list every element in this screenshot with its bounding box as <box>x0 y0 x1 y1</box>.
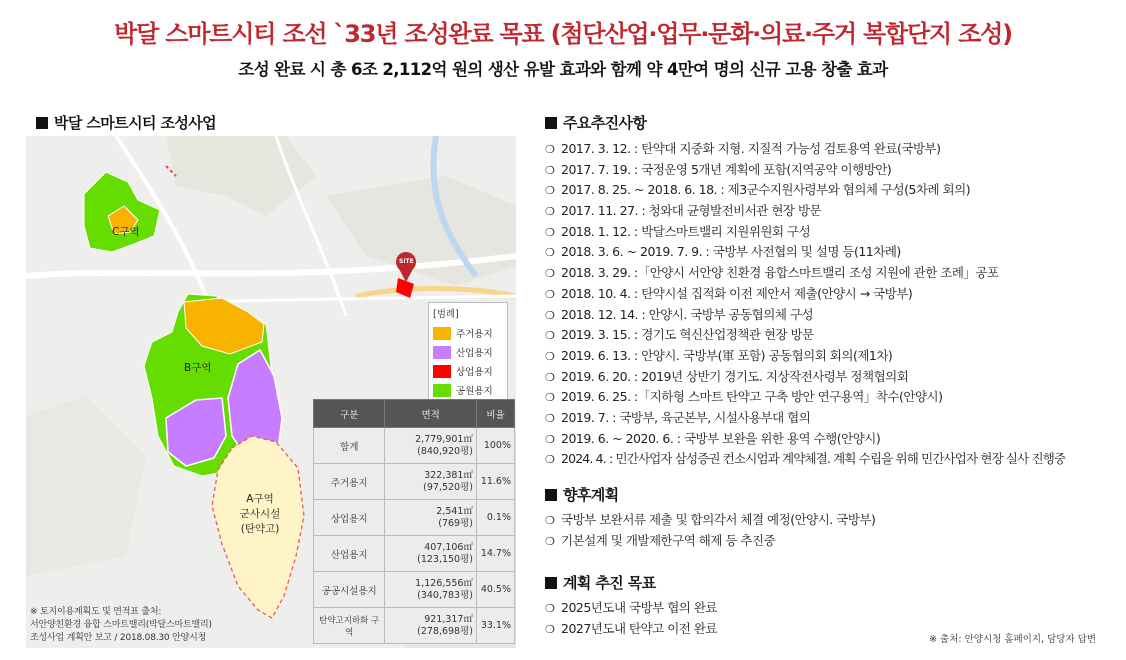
square-bullet-icon <box>36 117 48 129</box>
list-item: ❍ 2017. 7. 19. : 국정운영 5개년 계획에 포함(지역공약 이행방안) <box>545 160 1065 181</box>
circle-bullet-icon: ❍ <box>545 329 555 343</box>
list-item: ❍ 2024. 4. : 민간사업자 삼성증권 컨소시엄과 계약체결. 계획 수립을 위해 민간사업자 현장 실사 진행중 <box>545 449 1065 470</box>
list-item: ❍ 2019. 7. : 국방부, 육군본부, 시설사용부대 협의 <box>545 408 1065 429</box>
circle-bullet-icon: ❍ <box>545 143 555 156</box>
legend-swatch <box>433 346 451 359</box>
circle-bullet-icon: ❍ <box>545 453 555 467</box>
plans-list <box>545 510 875 551</box>
page-subtitle: 조성 완료 시 총 6조 2,112억 원의 생산 유발 효과와 함께 약 4만여 명의 신규 고용 창출 효과 <box>238 60 888 79</box>
row-pct: 100% <box>476 428 514 464</box>
circle-bullet-icon: ❍ <box>545 246 555 260</box>
list-item: ❍ 2019. 3. 15. : 경기도 혁신산업정책관 현장 방문 <box>545 325 1065 346</box>
row-name: 합계 <box>314 428 385 464</box>
area-table <box>313 399 515 644</box>
section-heading-progress: 주요추진사항 <box>545 112 646 133</box>
circle-bullet-icon: ❍ <box>545 432 555 446</box>
circle-bullet-icon: ❍ <box>545 287 555 301</box>
square-bullet-icon <box>545 117 557 129</box>
row-pct: 14.7% <box>476 536 514 572</box>
source-note: ※ 출처: 안양시청 홈페이지, 담당자 답변 <box>929 634 1096 645</box>
circle-bullet-icon: ❍ <box>545 308 555 322</box>
circle-bullet-icon: ❍ <box>545 622 555 636</box>
circle-bullet-icon: ❍ <box>545 370 555 384</box>
list-item: ❍ 2017. 8. 25. ~ 2018. 6. 18. : 제3군수지원사령부와 협의체 구성(5차례 회의) <box>545 180 1065 201</box>
section-heading-plans: 향후계획 <box>545 484 619 505</box>
list-item: ❍ 2019. 6. 13. : 안양시. 국방부(軍 포함) 공동협의회 회의(제1차) <box>545 346 1065 367</box>
list-item: ❍ 2019. 6. 25. :「지하형 스마트 탄약고 구축 방안 연구용역」착수(안양시) <box>545 387 1065 408</box>
row-name: 산업용지 <box>314 536 385 572</box>
list-item: ❍ 2018. 1. 12. : 박달스마트밸리 지원위원회 구성 <box>545 222 1065 243</box>
legend-swatch <box>433 384 451 397</box>
legend-item: 공원용지 <box>433 383 493 398</box>
map-source-note: ※ 토지이용계획도 및 면적표 출처: 서안양친환경 융합 스마트밸리(박달스마트밸리) 조성사업 계획안 보고 / 2018.08.30 안양시청 <box>30 607 212 643</box>
row-pct: 40.5% <box>476 572 514 608</box>
legend-swatch <box>433 365 451 378</box>
row-area: 1,126,556㎡ (340,783평) <box>385 572 477 608</box>
list-item: ❍ 2025년도내 국방부 협의 완료 <box>545 598 717 619</box>
circle-bullet-icon: ❍ <box>545 225 555 239</box>
list-item: ❍ 2018. 10. 4. : 탄약시설 집적화 이전 제안서 제출(안양시 → 국방부) <box>545 284 1065 305</box>
circle-bullet-icon: ❍ <box>545 163 555 177</box>
zone-b-label: B구역 <box>184 362 212 374</box>
goals-list <box>545 598 717 639</box>
row-pct: 11.6% <box>476 464 514 500</box>
table-header: 면적 <box>385 400 477 428</box>
row-pct: 0.1% <box>476 500 514 536</box>
table-row <box>314 536 515 572</box>
circle-bullet-icon: ❍ <box>545 391 555 405</box>
circle-bullet-icon: ❍ <box>545 602 555 615</box>
row-name: 탄약고지하화 구역 <box>314 608 385 644</box>
page-title: 박달 스마트시티 조선 `33년 조성완료 목표 (첨단산업·업무·문화·의료·주거 복합단지 조성) <box>114 20 1012 48</box>
zone-a-label: A구역 군사시설 (탄약고) <box>239 493 281 535</box>
list-item: ❍ 국방부 보완서류 제출 및 합의각서 체결 예정(안양시. 국방부) <box>545 510 875 531</box>
table-row <box>314 428 515 464</box>
circle-bullet-icon: ❍ <box>545 534 555 548</box>
circle-bullet-icon: ❍ <box>545 184 555 198</box>
list-item: ❍ 2018. 12. 14. : 안양시. 국방부 공동협의체 구성 <box>545 305 1065 326</box>
row-name: 주거용지 <box>314 464 385 500</box>
table-row <box>314 572 515 608</box>
list-item: ❍ 2019. 6. ~ 2020. 6. : 국방부 보완을 위한 용역 수행(안양시) <box>545 429 1065 450</box>
table-row <box>314 464 515 500</box>
legend-item: 상업용지 <box>433 364 493 379</box>
zone-c-label: C구역 <box>112 226 140 238</box>
row-name: 상업용지 <box>314 500 385 536</box>
list-item: ❍ 2027년도내 탄약고 이전 완료 <box>545 619 717 640</box>
list-item: ❍ 기본설계 및 개발제한구역 해제 등 추진중 <box>545 531 875 552</box>
circle-bullet-icon: ❍ <box>545 267 555 281</box>
list-item: ❍ 2017. 3. 12. : 탄약대 지중화 지형. 지질적 가능성 검토용역 완료(국방부) <box>545 139 1065 160</box>
list-item: ❍ 2017. 11. 27. : 청와대 균형발전비서관 현장 방문 <box>545 201 1065 222</box>
circle-bullet-icon: ❍ <box>545 349 555 363</box>
table-header-row <box>314 400 515 428</box>
row-area: 2,779,901㎡ (840,920평) <box>385 428 477 464</box>
map-legend <box>428 302 508 402</box>
row-pct: 33.1% <box>476 608 514 644</box>
row-name: 공공시설용지 <box>314 572 385 608</box>
row-area: 2,541㎡ (769평) <box>385 500 477 536</box>
circle-bullet-icon: ❍ <box>545 205 555 219</box>
circle-bullet-icon: ❍ <box>545 411 555 425</box>
row-area: 407,106㎡ (123,150평) <box>385 536 477 572</box>
list-item: ❍ 2019. 6. 20. : 2019년 상반기 경기도. 지상작전사령부 정책협의회 <box>545 367 1065 388</box>
row-area: 921,317㎡ (278,698평) <box>385 608 477 644</box>
legend-item: 산업용지 <box>433 345 493 360</box>
progress-list <box>545 139 1065 470</box>
circle-bullet-icon: ❍ <box>545 514 555 527</box>
legend-swatch <box>433 327 451 340</box>
row-area: 322,381㎡ (97,520평) <box>385 464 477 500</box>
legend-title: [범례] <box>433 309 459 320</box>
list-item: ❍ 2018. 3. 29. :「안양시 서안양 친환경 융합스마트밸리 조성 지원에 관한 조례」공포 <box>545 263 1065 284</box>
table-row <box>314 500 515 536</box>
site-marker-label: SITE <box>399 258 414 265</box>
square-bullet-icon <box>545 489 557 501</box>
square-bullet-icon <box>545 577 557 589</box>
section-heading-goals: 계획 추진 목표 <box>545 572 656 593</box>
land-use-map <box>26 136 516 648</box>
legend-item: 주거용지 <box>433 326 493 341</box>
table-header: 구분 <box>314 400 385 428</box>
table-header: 비율 <box>476 400 514 428</box>
list-item: ❍ 2018. 3. 6. ~ 2019. 7. 9. : 국방부 사전협의 및 설명 등(11차례) <box>545 242 1065 263</box>
table-row <box>314 608 515 644</box>
map-section-heading: 박달 스마트시티 조성사업 <box>36 112 216 133</box>
